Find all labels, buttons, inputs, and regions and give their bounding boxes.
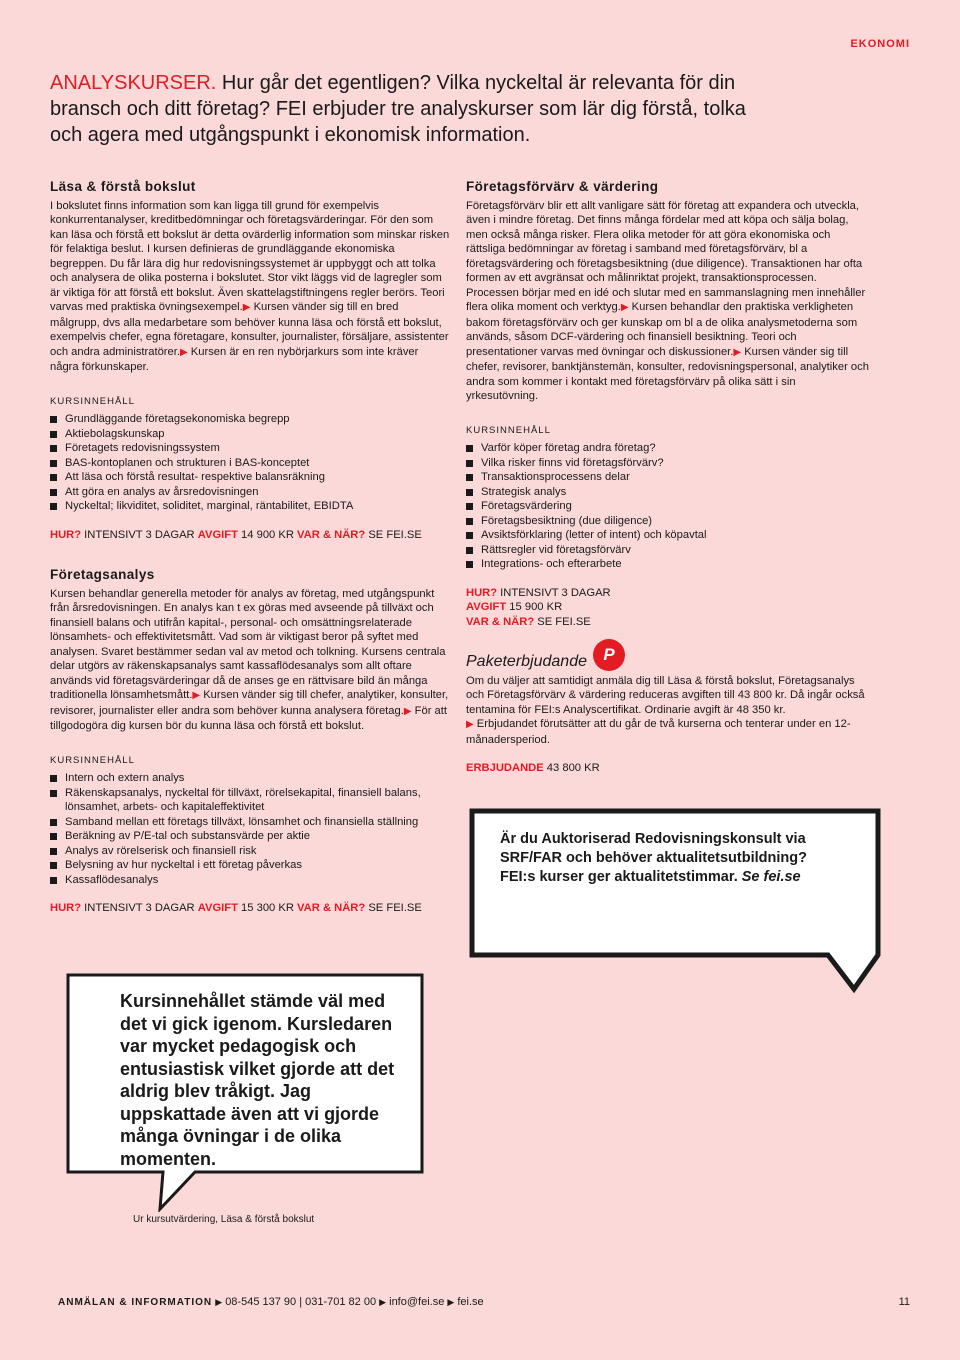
list-item: Företagets redovisningssystem: [50, 441, 450, 456]
course-title-foretagsanalys: Företagsanalys: [50, 567, 155, 582]
list-item: Varför köper företag andra företag?: [466, 441, 870, 456]
list-item: Att läsa och förstå resultat- respektive balansräkning: [50, 470, 450, 485]
arrow-icon: ▶: [379, 1297, 387, 1307]
arrow-icon: ▶: [242, 302, 251, 313]
footer-fax: 031-701 82 00: [305, 1296, 377, 1308]
list-item: Grundläggande företagsekonomiska begrepp: [50, 412, 450, 427]
footer-phone[interactable]: 08-545 137 90: [225, 1296, 297, 1308]
body-text: Kursen vänder sig till chefer, revisorer, banktjänstemän, konsulter, redovisningspersonal, analytiker och andra som kommer i kontakt med företagsförvärv på olika sätt i sin yrkesutövning.: [466, 345, 869, 402]
arrow-icon: ▶: [447, 1297, 455, 1307]
course-description-bokslut: [50, 199, 450, 375]
testimonial-source: Ur kursutvärdering, Läsa & förstå bokslut: [133, 1214, 315, 1225]
left-column: [50, 180, 450, 916]
footer-label: ANMÄLAN & INFORMATION: [58, 1297, 213, 1308]
course-meta-forvarv: [466, 586, 870, 630]
bubble-link-text: Se fei.se: [741, 869, 801, 885]
offer-value: 43 800 KR: [543, 762, 600, 774]
intro-text: Hur går det egentligen? Vilka nyckeltal är relevanta för din bransch och ditt företag? FEI erbjuder tre analyskurser som lär dig förstå, tolka och agera med utgångspunkt i ekonomisk information.: [50, 72, 746, 146]
content-list-bokslut: [50, 412, 450, 514]
list-item: Vilka risker finns vid företagsförvärv?: [466, 456, 870, 471]
arrow-icon: ▶: [466, 719, 474, 730]
list-item: Aktiebolagskunskap: [50, 427, 450, 442]
arrow-icon: ▶: [179, 346, 188, 358]
footer-web-link[interactable]: fei.se: [457, 1296, 484, 1308]
course-meta-foretagsanalys: [50, 901, 450, 916]
course-description-forvarv: [466, 199, 870, 404]
body-text: Kursen behandlar generella metoder för analys av företag, med utgångspunkt från årsredovisningen. En analys kan t ex göras med avseende på tillväxt och finansiell balans och utifrån kapital-, personal- och omsättningsrelaterade lönsamhets- och effektivitetsmått. Vad som är viktigast beror på syftet med analysen. Svaret bestämmer sedan val av metod och tolkning. Kursens centrala delar utgörs av räkenskapsanalys samt kassaflödesanalys som allt oftare används vid företagsvärderingar då de anses ge en rättvisare bild än många traditionella lönsamhetsmått.: [50, 587, 446, 701]
bubble-text: Är du Auktoriserad Redovisningskonsult via SRF/FAR och behöver aktualitetsutbildning? FEI:s kurser ger aktualitetstimmar.: [500, 831, 807, 885]
meta-label: AVGIFT: [197, 528, 238, 541]
list-item: Integrations- och efterarbete: [466, 557, 870, 572]
bubble-right-text: [500, 830, 840, 887]
list-item: Företagsbesiktning (due diligence): [466, 514, 870, 529]
list-item: Analys av rörelserisk och finansiell risk: [50, 844, 450, 859]
course-title-forvarv: Företagsförvärv & värdering: [466, 179, 659, 194]
list-item: Kassaflödesanalys: [50, 873, 450, 888]
list-item: Företagsvärdering: [466, 499, 870, 514]
meta-value: INTENSIVT 3 DAGAR: [81, 902, 198, 914]
body-text: Kursen vänder sig till chefer, analytiker, konsulter, revisorer, journalister eller andra som behöver kunna analysera företag.: [50, 689, 449, 717]
list-item: Nyckeltal; likviditet, soliditet, marginal, räntabilitet, EBIDTA: [50, 499, 450, 514]
package-heading: [466, 645, 870, 670]
arrow-icon: ▶: [403, 705, 412, 717]
content-list-foretagsanalys: [50, 771, 450, 887]
list-item: Rättsregler vid företagsförvärv: [466, 543, 870, 558]
content-label: KURSINNEHÅLL: [466, 424, 551, 436]
content-list-forvarv: [466, 441, 870, 572]
body-text: Företagsförvärv blir ett allt vanligare sätt för företag att expandera och utveckla, även i mindre företag. Det finns många fördelar med att köpa och sälja bolag, men också många risker. Flera olika metoder för att göra ekonomiska och rättsliga bedömningar av företag i samband med företagsförvärv, bl a företagsvärdering och företagsbesiktning (due diligence). Transaktionen har ofta formen av ett avgränsat och målinriktat projekt, transaktionsprocessen. Processen börjar med en idé och slutar med en sammanslagning men innehåller flera olika moment och verktyg.: [466, 199, 866, 313]
list-item: Intern och extern analys: [50, 771, 450, 786]
list-item: Att göra en analys av årsredovisningen: [50, 485, 450, 500]
course-description-foretagsanalys: [50, 587, 450, 734]
list-item: Beräkning av P/E-tal och substansvärde per aktie: [50, 829, 450, 844]
meta-value: 14 900 KR: [237, 528, 298, 541]
intro-lead: ANALYSKURSER.: [50, 72, 217, 94]
list-item: Transaktionsprocessens delar: [466, 470, 870, 485]
meta-label: AVGIFT: [466, 601, 507, 613]
separator: |: [299, 1296, 303, 1308]
course-meta-bokslut: [50, 528, 450, 543]
meta-value: 15 300 KR: [237, 902, 298, 914]
list-item: Samband mellan ett företags tillväxt, lönsamhet och finansiella ställning: [50, 815, 450, 830]
footer-email-link[interactable]: info@fei.se: [389, 1296, 445, 1308]
meta-label: VAR & NÄR?: [297, 528, 366, 541]
meta-value: 15 900 KR: [506, 601, 563, 613]
body-text: Kursen behandlar den praktiska verkligheten bakom företagsförvärv och ger kunskap om bl a de olika analysmetoderna som används, såsom DCF-värdering och finansiell besiktning. Teori och presentationer varvas med övningar och diskussioner.: [466, 301, 858, 358]
body-text: Kursen vänder sig till en bred målgrupp, dvs alla medarbetare som behöver kunna läsa och förstå ett bokslut, exempelvis chefer, egna företagare, konsulter, journalister, försäljare, assistenter och andra administratörer.: [50, 301, 449, 358]
content-label: KURSINNEHÅLL: [50, 754, 135, 766]
meta-value: SE FEI.SE: [365, 528, 422, 541]
offer-label: ERBJUDANDE: [466, 762, 544, 774]
list-item: Strategisk analys: [466, 485, 870, 500]
arrow-icon: ▶: [192, 690, 201, 701]
package-badge-icon: P: [595, 641, 623, 669]
meta-label: HUR?: [50, 528, 82, 541]
meta-label: HUR?: [466, 586, 498, 599]
content-label: KURSINNEHÅLL: [50, 395, 135, 407]
body-text: Erbjudandet förutsätter att du går de två kurserna och tenterar under en 12-månadersperiod.: [466, 718, 851, 746]
page-number: 11: [898, 1296, 910, 1308]
meta-value: SE FEI.SE: [365, 902, 422, 914]
list-item: Avsiktsförklaring (letter of intent) och köpavtal: [466, 528, 870, 543]
meta-label: HUR?: [50, 902, 82, 914]
meta-value: SE FEI.SE: [534, 615, 591, 628]
package-title: Paketerbjudande: [466, 653, 587, 670]
list-item: BAS-kontoplanen och strukturen i BAS-konceptet: [50, 456, 450, 471]
list-item: Räkenskapsanalys, nyckeltal för tillväxt, rörelsekapital, finansiell balans, lönsamhet, arbets- och kapitaleffektivitet: [50, 786, 450, 815]
arrow-icon: ▶: [215, 1297, 223, 1307]
meta-value: INTENSIVT 3 DAGAR: [81, 528, 198, 541]
arrow-icon: ▶: [620, 302, 629, 313]
package-offer: [466, 761, 870, 776]
body-text: För att tillgodogöra dig kursen bör du kunna läsa och förstå ett bokslut.: [50, 704, 447, 732]
body-text: Kursen är en ren nybörjarkurs som inte kräver några förkunskaper.: [50, 345, 419, 373]
section-label: EKONOMI: [850, 38, 910, 50]
meta-label: AVGIFT: [197, 902, 238, 914]
arrow-icon: ▶: [733, 346, 742, 358]
meta-label: VAR & NÄR?: [466, 615, 535, 628]
meta-value: INTENSIVT 3 DAGAR: [497, 586, 611, 599]
list-item: Belysning av hur nyckeltal i ett företag påverkas: [50, 858, 450, 873]
footer: [58, 1296, 484, 1308]
right-column: [466, 180, 870, 776]
intro-paragraph: [50, 70, 750, 148]
package-description: [466, 674, 870, 748]
body-text: I bokslutet finns information som kan ligga till grund för exempelvis konkurrentanalyser, kreditbedömningar och företagsvärderingar. För den som kan läsa och förstå ett bokslut är detta ovärderlig information som minskar risken för felaktiga beslut. I kursen definieras de grundläggande ekonomiska begreppen. Du får lära dig hur redovisningssystemet är uppbyggt och att tolka och analysera de olika posterna i bokslutet. Stor vikt läggs vid de lagregler som är viktiga för att förstå ett bokslut. Även skattelagstiftningens regler berörs. Teori varvas med praktiska övningsexempel.: [50, 199, 450, 313]
meta-label: VAR & NÄR?: [297, 902, 366, 914]
body-text: Om du väljer att samtidigt anmäla dig till Läsa & förstå bokslut, Företagsanalys och Företagsförvärv & värdering reduceras avgiften till 43 800 kr. Då ingår också tentamina för FEI:s Analyscertifikat. Ordinarie avgift är 48 350 kr.: [466, 674, 865, 716]
course-title-bokslut: Läsa & förstå bokslut: [50, 179, 196, 194]
testimonial-quote: Kursinnehållet stämde väl med det vi gick igenom. Kursledaren var mycket pedagogisk och entusiastisk vilket gjorde att det aldrig blev tråkigt. Jag uppskattade även att vi gjorde många övningar i de olika momenten.: [120, 991, 395, 1169]
